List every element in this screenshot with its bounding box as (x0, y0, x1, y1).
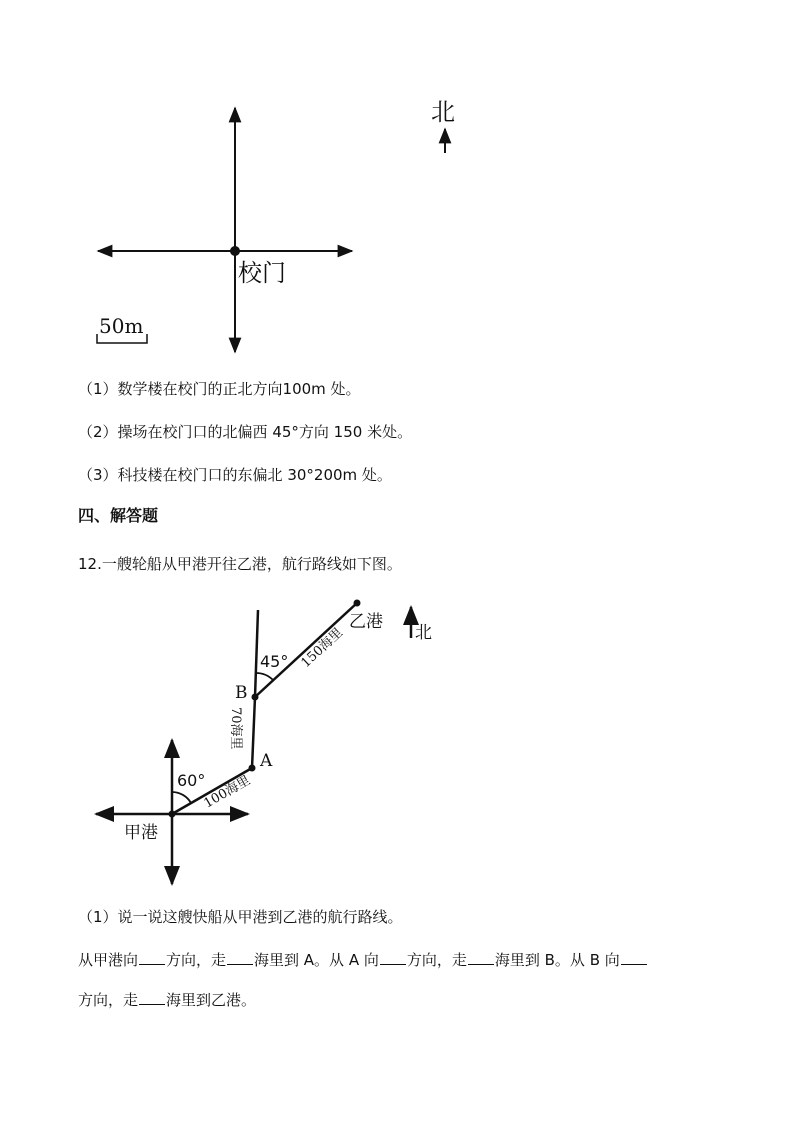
segment-a-b (252, 697, 255, 768)
fill-text: 海里到 B。从 B 向 (494, 951, 620, 969)
fill-line-2 (78, 989, 256, 1010)
north-label: 北 (431, 98, 455, 126)
angle-b-label: 45° (260, 652, 289, 671)
end-point (354, 600, 361, 607)
answer-blank-direction-1[interactable] (139, 950, 165, 965)
route-north-label: 北 (415, 623, 432, 643)
seg1-label: 100海里 (201, 773, 254, 812)
figure-school-gate (0, 0, 794, 360)
seg3-label: 150海里 (298, 625, 346, 671)
gate-point (230, 246, 240, 256)
fill-text: 方向，走 (78, 991, 139, 1009)
point-a-label: A (260, 751, 273, 771)
answer-blank-distance-3[interactable] (139, 990, 165, 1005)
start-label: 甲港 (124, 823, 158, 843)
point-b (252, 694, 259, 701)
answer-blank-distance-2[interactable] (468, 950, 494, 965)
section-title: 四、解答题 (78, 506, 159, 525)
point-a (249, 765, 256, 772)
fill-text: 方向，走 (166, 951, 227, 969)
angle-start-label: 60° (177, 771, 206, 790)
seg2-label: 70海里 (228, 707, 243, 750)
end-label: 乙港 (349, 612, 383, 632)
point-b-label: B (235, 683, 248, 703)
item-1: （1）数学楼在校门的正北方向100m 处。 (78, 380, 361, 398)
north-line-b (255, 610, 258, 697)
fill-text: 方向，走 (406, 951, 467, 969)
fill-text: 海里到乙港。 (166, 991, 257, 1009)
segment-b-end (255, 603, 357, 697)
question-12: 12.一艘轮船从甲港开往乙港，航行路线如下图。 (78, 555, 402, 573)
angle-arc-start (172, 792, 191, 803)
fill-text: 从甲港向 (78, 951, 139, 969)
item-2: （2）操场在校门口的北偏西 45°方向 150 米处。 (78, 423, 413, 441)
gate-label: 校门 (238, 259, 286, 287)
angle-arc-b (256, 673, 273, 680)
fill-line-1 (78, 949, 648, 970)
fill-text: 海里到 A。从 A 向 (254, 951, 379, 969)
item-3: （3）科技楼在校门口的东偏北 30°200m 处。 (78, 466, 392, 484)
answer-blank-distance-1[interactable] (227, 950, 253, 965)
subquestion-1: （1）说一说这艘快船从甲港到乙港的航行路线。 (78, 908, 403, 926)
figure-route (0, 585, 794, 890)
answer-blank-direction-2[interactable] (380, 950, 406, 965)
scale-label: 50m (99, 314, 144, 338)
answer-blank-direction-3[interactable] (621, 950, 647, 965)
